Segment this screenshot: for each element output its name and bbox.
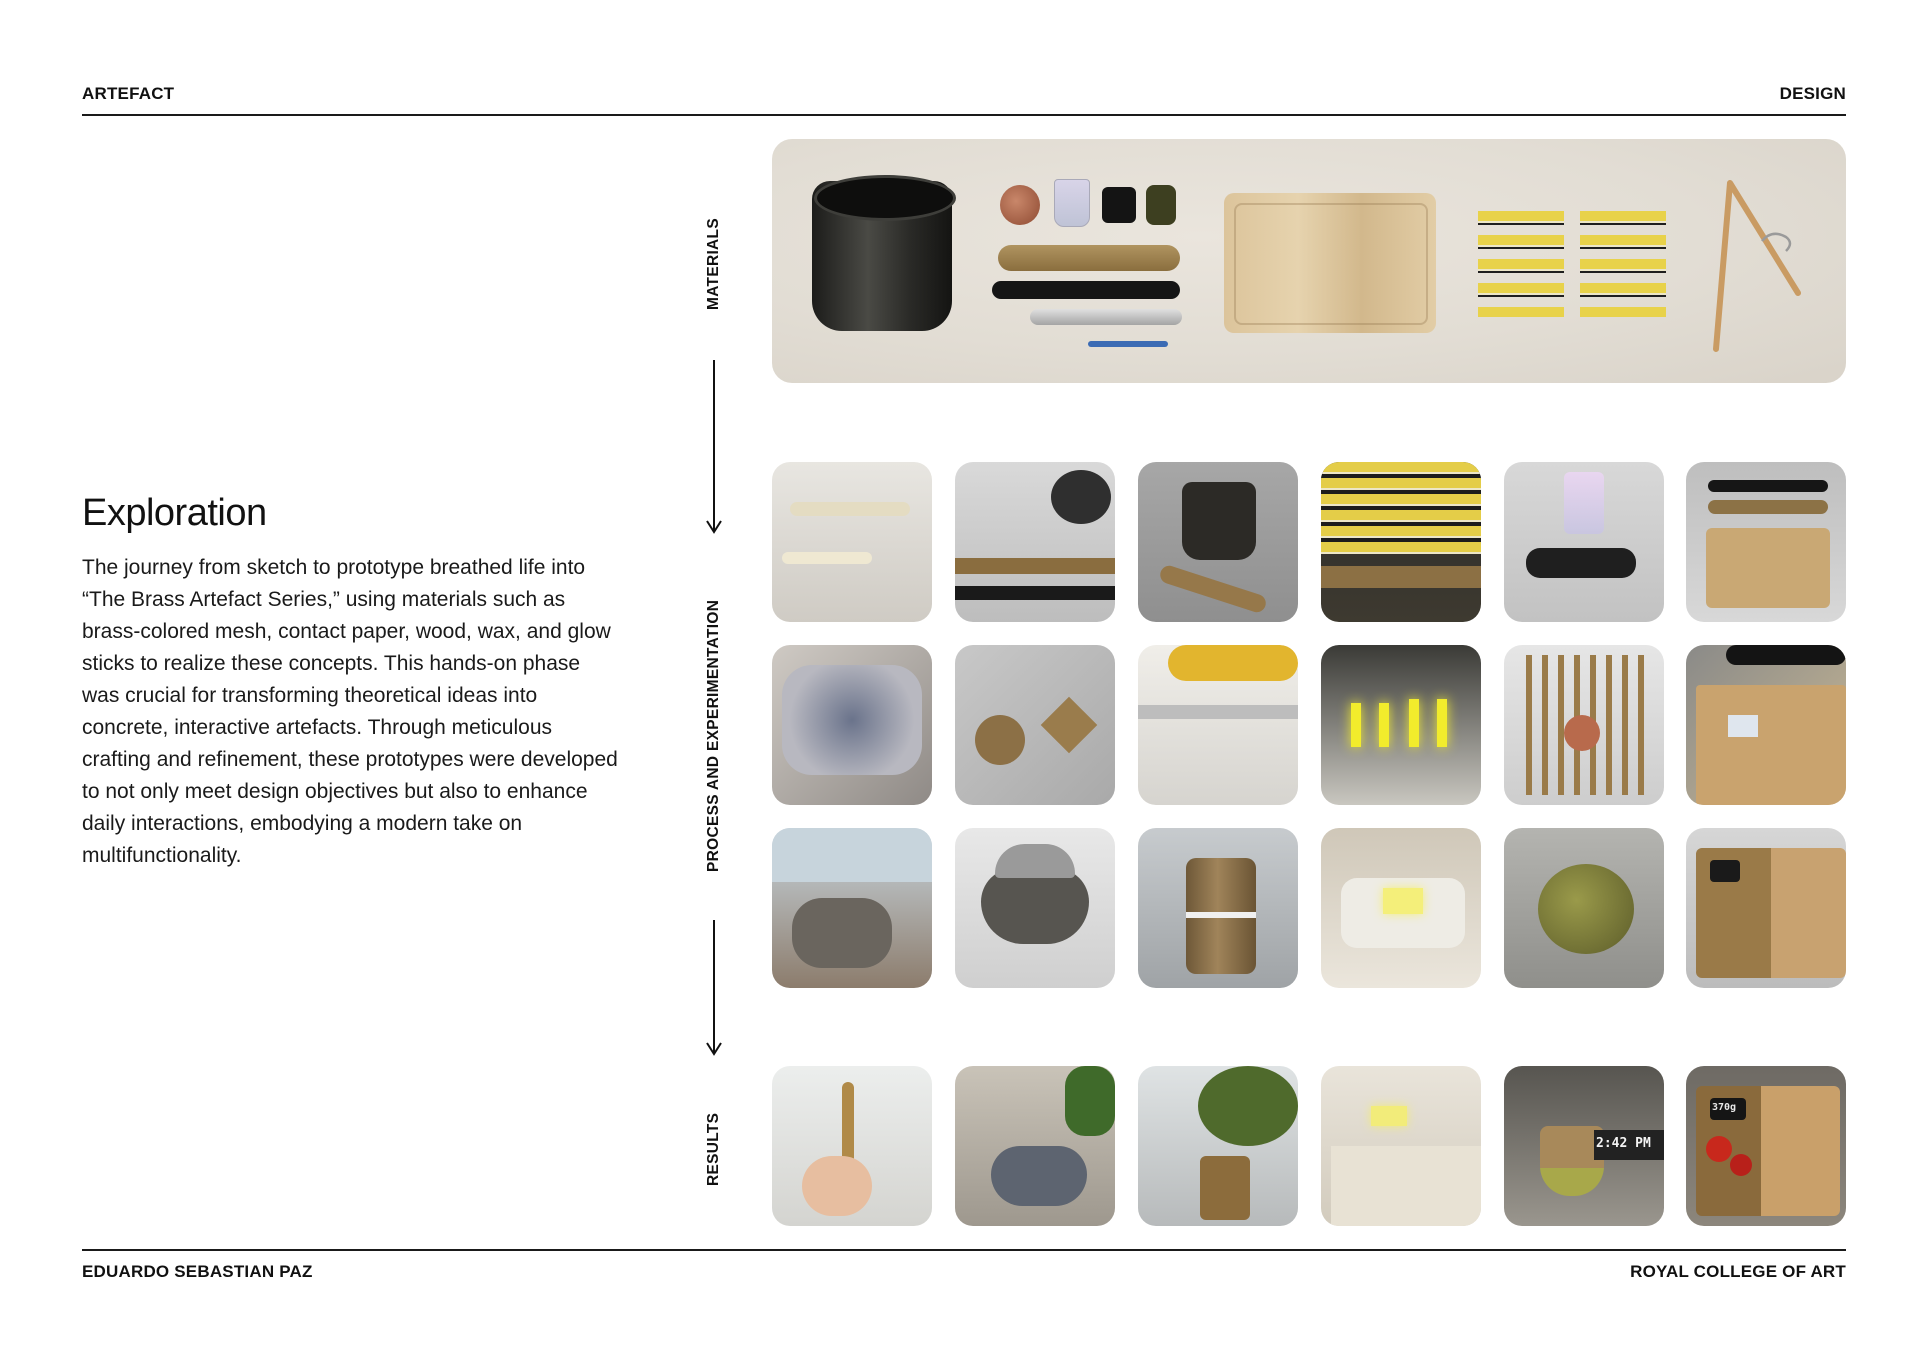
board-and-rolls-photo <box>1686 462 1846 622</box>
photo-detail <box>1538 864 1634 954</box>
olive-jar <box>1146 185 1176 225</box>
photo-detail <box>1200 1156 1250 1220</box>
brass-brush-result-photo <box>772 1066 932 1226</box>
stage-label-results: RESULTS <box>705 1112 722 1186</box>
photo-detail <box>802 1156 872 1216</box>
footer-left-label: EDUARDO SEBASTIAN PAZ <box>82 1262 313 1281</box>
section-body: The journey from sketch to prototype breathed life into “The Brass Artefact Series,” using materials such as brass-colored mesh, contact paper, wood, wax, and glow sticks to realize these concepts. This hands-on phase was crucial for transforming theoretical ideas into concrete, interactive artefacts. Through meticulous crafting and refinement, these prototypes were developed to not only meet design objectives but also to enhance daily interactions, embodying a modern take on multifunctionality. <box>82 556 618 867</box>
photo-detail <box>995 844 1075 878</box>
photo-detail <box>1708 500 1828 514</box>
candle <box>1102 187 1136 223</box>
toothbrush <box>1088 341 1168 347</box>
footer-rule <box>82 1249 1846 1251</box>
down-arrow-icon <box>706 360 722 534</box>
glow-stick-packs-photo <box>1321 462 1481 622</box>
page-footer <box>82 1262 1846 1282</box>
photo-detail <box>1696 685 1846 805</box>
glow-sticks-left <box>1478 211 1564 317</box>
pot-rim <box>814 175 956 221</box>
photo-detail <box>1321 566 1481 588</box>
brass-planter-photo <box>1138 828 1298 988</box>
brass-rolls-photo <box>955 462 1115 622</box>
photo-detail <box>1051 470 1111 524</box>
header-right-label: DESIGN <box>1779 84 1846 103</box>
wooden-hanger-icon <box>1702 175 1812 355</box>
photo-detail <box>1564 472 1604 534</box>
cup-and-scissors-photo <box>1504 462 1664 622</box>
photo-detail <box>1041 697 1098 754</box>
ruler-paper-photo <box>1138 645 1298 805</box>
materials-photo <box>772 139 1846 383</box>
photo-detail <box>1437 699 1447 747</box>
scale-display-text: 370g <box>1712 1102 1737 1113</box>
photo-detail <box>1182 482 1256 560</box>
photo-detail <box>1158 563 1268 614</box>
photo-detail <box>1706 1136 1732 1162</box>
photo-detail <box>1710 860 1740 882</box>
photo-detail <box>1351 703 1361 747</box>
glow-sticks-right <box>1580 211 1666 317</box>
glowing-pillow-photo <box>1321 828 1481 988</box>
mortar-result-photo <box>955 1066 1115 1226</box>
glowing-sticks-photo <box>1321 645 1481 805</box>
black-roll <box>992 281 1180 299</box>
brass-strips-photo <box>1504 645 1664 805</box>
photo-detail <box>792 898 892 968</box>
clock-display-text: 2:42 PM <box>1596 1136 1651 1151</box>
stage-label-process: PROCESS AND EXPERIMENTATION <box>705 599 722 872</box>
footer-right-label: ROYAL COLLEGE OF ART <box>1630 1262 1846 1281</box>
photo-detail <box>1706 528 1830 608</box>
photo-detail <box>955 558 1115 574</box>
photo-detail <box>1409 699 1419 747</box>
photo-detail <box>975 715 1025 765</box>
photo-detail <box>1065 1066 1115 1136</box>
scale-board-result-photo <box>1686 1066 1846 1226</box>
planter-tree-result-photo <box>1138 1066 1298 1226</box>
photo-detail <box>1526 548 1636 578</box>
photo-detail <box>1383 888 1423 914</box>
photo-detail <box>1728 715 1758 737</box>
photo-detail <box>782 552 872 564</box>
mesh-sphere-photo <box>1504 828 1664 988</box>
brass-roll <box>998 245 1180 271</box>
photo-detail <box>782 665 922 775</box>
onion <box>1000 185 1040 225</box>
stage-label-materials: MATERIALS <box>705 218 722 310</box>
photo-detail <box>981 868 1089 944</box>
clock-planter-result-photo <box>1504 1066 1664 1226</box>
photo-detail <box>1331 1146 1481 1226</box>
header-left-label: ARTEFACT <box>82 84 175 103</box>
crafting-hands-photo <box>772 828 932 988</box>
photo-detail <box>772 828 932 882</box>
pot-and-roll-photo <box>1138 462 1298 622</box>
photo-detail <box>1708 480 1828 492</box>
down-arrow-icon <box>706 920 722 1056</box>
photo-detail <box>1186 912 1256 918</box>
section-title: Exploration <box>82 492 267 534</box>
page-header <box>82 84 1846 104</box>
header-rule <box>82 114 1846 116</box>
pillow-bed-result-photo <box>1321 1066 1481 1226</box>
photo-detail <box>1564 715 1600 751</box>
stone-mortar-photo <box>955 828 1115 988</box>
wax-pieces-photo <box>772 462 932 622</box>
photo-detail <box>1198 1066 1298 1146</box>
board-with-screen-photo <box>1686 828 1846 988</box>
board-contact-paper-photo <box>1686 645 1846 805</box>
photo-detail <box>955 586 1115 600</box>
photo-detail <box>1168 645 1298 681</box>
foil-roll <box>1030 309 1182 325</box>
photo-detail <box>1730 1154 1752 1176</box>
photo-detail <box>1321 462 1481 554</box>
photo-detail <box>1379 703 1389 747</box>
foil-mold-photo <box>772 645 932 805</box>
photo-detail <box>1726 645 1846 665</box>
photo-detail <box>1371 1106 1407 1126</box>
photo-detail <box>991 1146 1087 1206</box>
paper-cup <box>1054 179 1090 227</box>
photo-detail <box>790 502 910 516</box>
board-groove <box>1234 203 1428 325</box>
brass-cutouts-photo <box>955 645 1115 805</box>
photo-detail <box>1138 705 1298 719</box>
